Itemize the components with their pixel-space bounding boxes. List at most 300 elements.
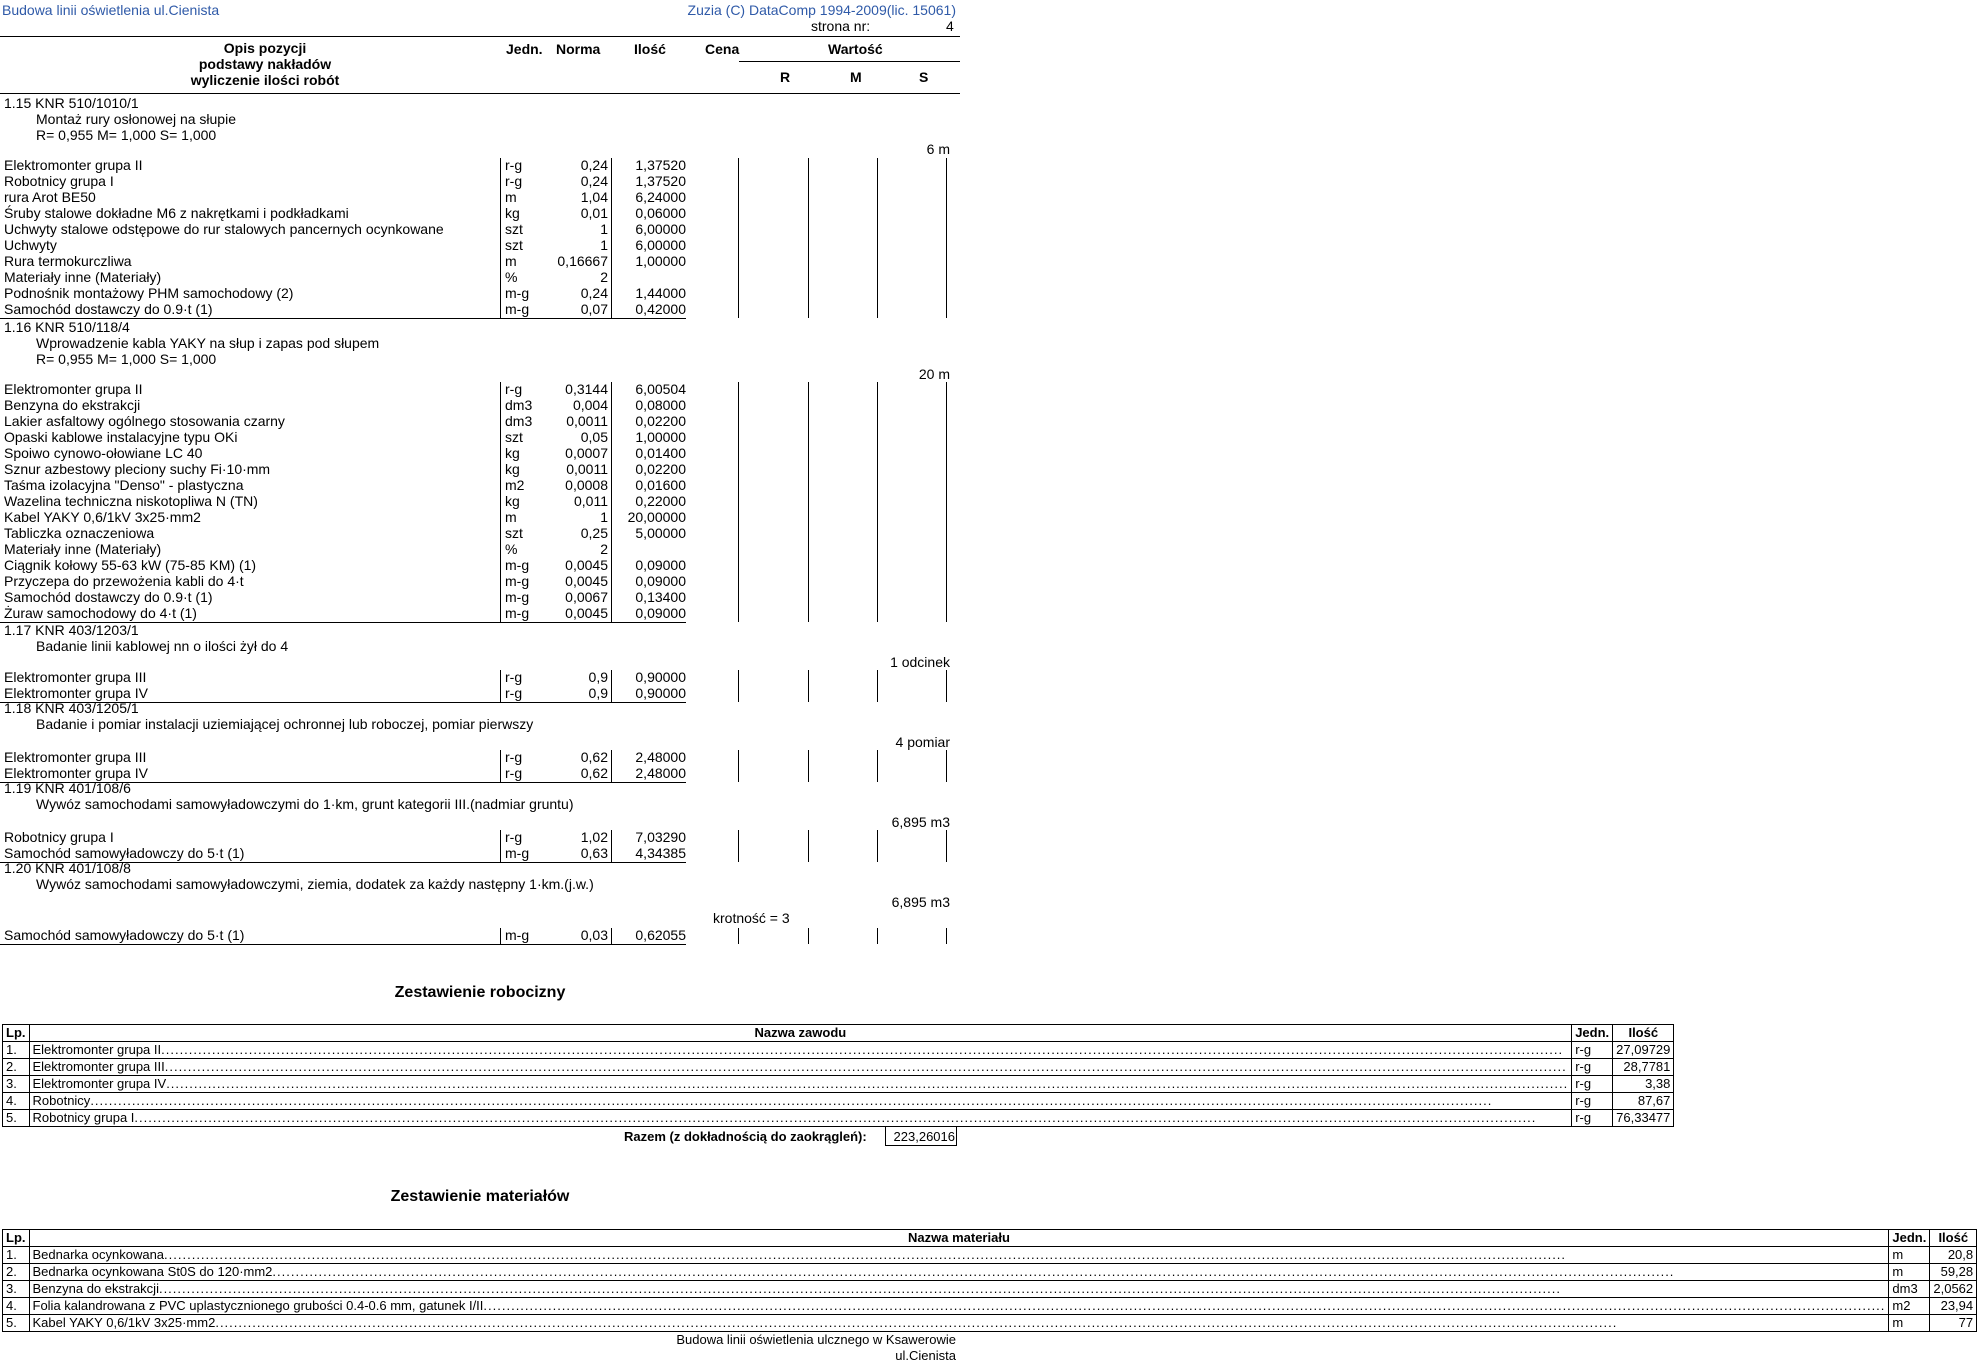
row-name: Tabliczka oznaczeniowa <box>4 525 155 541</box>
column-rule <box>611 750 612 766</box>
column-rule <box>946 510 947 526</box>
column-rule <box>611 254 612 270</box>
row-jedn: r-g <box>505 685 523 701</box>
row-jedn: m-g <box>505 573 530 589</box>
column-rule <box>877 478 878 494</box>
position-description: Montaż rury osłonowej na słupie <box>36 111 236 127</box>
column-rule <box>808 846 809 862</box>
column-rule <box>808 526 809 542</box>
column-rule <box>611 430 612 446</box>
column-rule <box>738 928 739 944</box>
materialy-row <box>3 1264 1977 1281</box>
robocizna-row <box>3 1110 1674 1127</box>
column-rule <box>877 558 878 574</box>
row-jedn: szt <box>505 221 523 237</box>
column-rule <box>877 414 878 430</box>
row-norma: 0,25 <box>580 525 608 541</box>
column-rule <box>738 542 739 558</box>
materialy-title: Zestawienie materiałów <box>390 1188 570 1205</box>
robocizna-jedn: r-g <box>1572 1042 1613 1059</box>
row-jedn: % <box>505 541 518 557</box>
column-rule <box>946 830 947 846</box>
row-name: Lakier asfaltowy ogólnego stosowania czarny <box>4 413 285 429</box>
column-rule <box>611 670 612 686</box>
column-rule <box>738 286 739 302</box>
row-norma: 1,04 <box>580 189 608 205</box>
column-rule <box>738 494 739 510</box>
column-rule <box>611 158 612 174</box>
row-norma: 0,24 <box>580 157 608 173</box>
column-rule <box>946 846 947 862</box>
row-jedn: r-g <box>505 749 523 765</box>
position-quantity: 1 odcinek <box>890 654 950 670</box>
column-rule <box>611 478 612 494</box>
row-norma: 0,0007 <box>565 445 608 461</box>
header-bottom-line <box>0 93 960 94</box>
col-r: R <box>780 69 791 85</box>
column-rule <box>808 158 809 174</box>
row-ilosc: 0,42000 <box>635 301 686 317</box>
row-jedn: kg <box>505 205 520 221</box>
row-norma: 0,3144 <box>565 381 608 397</box>
row-ilosc: 6,00000 <box>635 221 686 237</box>
header-right: Zuzia (C) DataComp 1994-2009(lic. 15061) <box>687 2 956 18</box>
column-rule <box>500 462 501 478</box>
column-rule <box>808 686 809 702</box>
col-s: S <box>919 69 929 85</box>
row-jedn: dm3 <box>505 413 533 429</box>
row-norma: 0,9 <box>588 669 608 685</box>
column-rule <box>946 542 947 558</box>
materialy-ilosc: 23,94 <box>1930 1298 1977 1315</box>
row-jedn: m <box>505 189 517 205</box>
column-rule <box>946 670 947 686</box>
column-rule <box>877 382 878 398</box>
column-rule <box>946 750 947 766</box>
robocizna-lp: 1. <box>3 1042 30 1059</box>
column-rule <box>611 190 612 206</box>
row-ilosc: 6,00000 <box>635 237 686 253</box>
row-norma: 0,62 <box>580 749 608 765</box>
column-rule <box>738 222 739 238</box>
row-jedn: m-g <box>505 589 530 605</box>
column-rule <box>877 750 878 766</box>
robocizna-name: Robotnicy ..... <box>29 1093 1572 1110</box>
row-ilosc: 1,00000 <box>635 253 686 269</box>
row-norma: 0,05 <box>580 429 608 445</box>
robocizna-table <box>2 1024 1674 1127</box>
column-rule <box>946 158 947 174</box>
column-rule <box>611 398 612 414</box>
materialy-ilosc: 77 <box>1930 1315 1977 1332</box>
column-rule <box>808 510 809 526</box>
row-norma: 0,004 <box>572 397 608 413</box>
col-m: M <box>850 69 862 85</box>
robocizna-head-name: Nazwa zawodu <box>29 1025 1572 1042</box>
column-rule <box>877 398 878 414</box>
column-rule <box>877 846 878 862</box>
column-rule <box>946 270 947 286</box>
robocizna-name: Elektromonter grupa II ..... <box>29 1042 1572 1059</box>
row-ilosc: 2,48000 <box>635 765 686 781</box>
row-name: Przyczepa do przewożenia kabli do 4·t <box>4 573 244 589</box>
column-rule <box>611 542 612 558</box>
row-name: rura Arot BE50 <box>4 189 96 205</box>
position-quantity: 20 m <box>918 366 950 382</box>
column-rule <box>808 398 809 414</box>
robocizna-ilosc: 76,33477 <box>1613 1110 1674 1127</box>
row-name: Materiały inne (Materiały) <box>4 269 162 285</box>
page-number: 4 <box>946 18 954 34</box>
column-rule <box>611 928 612 944</box>
column-rule <box>738 238 739 254</box>
column-rule <box>808 222 809 238</box>
row-ilosc: 1,44000 <box>635 285 686 301</box>
robocizna-name: Elektromonter grupa III ..... <box>29 1059 1572 1076</box>
materialy-name: Bednarka ocynkowana ..... <box>29 1247 1889 1264</box>
column-rule <box>877 302 878 318</box>
column-rule <box>946 206 947 222</box>
row-ilosc: 0,22000 <box>635 493 686 509</box>
row-name: Opaski kablowe instalacyjne typu OKi <box>4 429 238 445</box>
row-name: Śruby stalowe dokładne M6 z nakrętkami i podkładkami <box>4 205 349 221</box>
column-rule <box>611 446 612 462</box>
column-rule <box>877 526 878 542</box>
header-top-line <box>0 36 960 37</box>
column-rule <box>808 254 809 270</box>
row-jedn: kg <box>505 493 520 509</box>
column-rule <box>500 302 501 318</box>
row-jedn: m-g <box>505 605 530 621</box>
row-norma: 2 <box>600 541 608 557</box>
robocizna-row <box>3 1042 1674 1059</box>
row-ilosc: 0,02200 <box>635 461 686 477</box>
column-rule <box>738 254 739 270</box>
row-norma: 1 <box>600 237 608 253</box>
robocizna-jedn: r-g <box>1572 1110 1613 1127</box>
column-rule <box>611 238 612 254</box>
row-name: Żuraw samochodowy do 4·t (1) <box>4 605 197 621</box>
column-rule <box>611 222 612 238</box>
row-ilosc: 0,09000 <box>635 557 686 573</box>
robocizna-jedn: r-g <box>1572 1059 1613 1076</box>
materialy-ilosc: 20,8 <box>1930 1247 1977 1264</box>
position-description: Badanie linii kablowej nn o ilości żył do 4 <box>36 638 289 654</box>
column-rule <box>946 478 947 494</box>
column-rule <box>738 574 739 590</box>
row-ilosc: 0,09000 <box>635 573 686 589</box>
column-rule <box>877 606 878 622</box>
column-rule <box>808 590 809 606</box>
column-rule <box>500 190 501 206</box>
column-rule <box>808 286 809 302</box>
column-rule <box>738 526 739 542</box>
row-jedn: m-g <box>505 557 530 573</box>
col-opis-2: podstawy nakładów <box>198 56 332 72</box>
column-rule <box>738 750 739 766</box>
column-rule <box>946 494 947 510</box>
column-rule <box>808 766 809 782</box>
column-rule <box>877 270 878 286</box>
column-rule <box>738 398 739 414</box>
column-rule <box>611 606 612 622</box>
materialy-lp: 4. <box>3 1298 30 1315</box>
row-jedn: m-g <box>505 927 530 943</box>
materialy-jedn: m2 <box>1889 1298 1930 1315</box>
column-rule <box>611 686 612 702</box>
column-rule <box>500 414 501 430</box>
row-jedn: m <box>505 509 517 525</box>
robocizna-row <box>3 1059 1674 1076</box>
col-norma: Norma <box>556 41 601 57</box>
column-rule <box>500 590 501 606</box>
column-rule <box>611 510 612 526</box>
column-rule <box>738 174 739 190</box>
column-rule <box>808 830 809 846</box>
column-rule <box>611 174 612 190</box>
position-number: 1.15 KNR 510/1010/1 <box>4 95 139 111</box>
materialy-table <box>2 1229 1977 1332</box>
column-rule <box>500 574 501 590</box>
column-rule <box>738 302 739 318</box>
row-ilosc: 0,01600 <box>635 477 686 493</box>
materialy-lp: 5. <box>3 1315 30 1332</box>
row-ilosc: 0,90000 <box>635 685 686 701</box>
robocizna-ilosc: 87,67 <box>1613 1093 1674 1110</box>
robocizna-head-lp: Lp. <box>3 1025 30 1042</box>
column-rule <box>946 928 947 944</box>
row-ilosc: 0,02200 <box>635 413 686 429</box>
column-rule <box>877 928 878 944</box>
row-norma: 0,62 <box>580 765 608 781</box>
robocizna-row <box>3 1076 1674 1093</box>
column-rule <box>611 270 612 286</box>
column-rule <box>738 382 739 398</box>
row-jedn: m2 <box>505 477 525 493</box>
column-rule <box>611 462 612 478</box>
materialy-name: Bednarka ocynkowana St0S do 120·mm2 ..... <box>29 1264 1889 1281</box>
column-rule <box>808 494 809 510</box>
row-name: Benzyna do ekstrakcji <box>4 397 141 413</box>
materialy-name: Kabel YAKY 0,6/1kV 3x25·mm2 ..... <box>29 1315 1889 1332</box>
row-norma: 0,0045 <box>565 557 608 573</box>
column-rule <box>500 478 501 494</box>
column-rule <box>611 206 612 222</box>
column-rule <box>946 398 947 414</box>
column-rule <box>808 478 809 494</box>
position-krotnosc: krotność = 3 <box>713 910 790 926</box>
row-ilosc: 1,37520 <box>635 173 686 189</box>
row-ilosc: 1,00000 <box>635 429 686 445</box>
column-rule <box>738 590 739 606</box>
header-left: Budowa linii oświetlenia ul.Cienista <box>2 2 220 18</box>
row-jedn: % <box>505 269 518 285</box>
column-rule <box>500 558 501 574</box>
column-rule <box>946 382 947 398</box>
col-ilosc: Ilość <box>634 41 666 57</box>
robocizna-jedn: r-g <box>1572 1076 1613 1093</box>
column-rule <box>808 206 809 222</box>
column-rule <box>738 670 739 686</box>
column-rule <box>877 542 878 558</box>
column-rule <box>877 238 878 254</box>
row-norma: 0,9 <box>588 685 608 701</box>
row-norma: 2 <box>600 269 608 285</box>
column-rule <box>808 574 809 590</box>
robocizna-title: Zestawienie robocizny <box>394 984 566 1001</box>
row-ilosc: 0,90000 <box>635 669 686 685</box>
row-name: Samochód dostawczy do 0.9·t (1) <box>4 589 213 605</box>
row-name: Elektromonter grupa III <box>4 749 147 765</box>
column-rule <box>808 558 809 574</box>
column-rule <box>808 270 809 286</box>
robocizna-lp: 5. <box>3 1110 30 1127</box>
materialy-name: Benzyna do ekstrakcji ..... <box>29 1281 1889 1298</box>
row-name: Elektromonter grupa II <box>4 381 143 397</box>
row-jedn: kg <box>505 461 520 477</box>
row-norma: 0,011 <box>574 493 608 509</box>
robocizna-lp: 4. <box>3 1093 30 1110</box>
row-name: Taśma izolacyjna "Denso" - plastyczna <box>4 477 244 493</box>
column-rule <box>946 254 947 270</box>
column-rule <box>946 430 947 446</box>
column-rule <box>500 510 501 526</box>
column-rule <box>946 446 947 462</box>
column-rule <box>500 928 501 944</box>
row-name: Elektromonter grupa III <box>4 669 147 685</box>
column-rule <box>500 446 501 462</box>
row-name: Spoiwo cynowo-ołowiane LC 40 <box>4 445 203 461</box>
column-rule <box>738 446 739 462</box>
robocizna-head-jedn: Jedn. <box>1572 1025 1613 1042</box>
row-norma: 1 <box>600 509 608 525</box>
position-quantity: 6,895 m3 <box>891 814 950 830</box>
column-rule <box>877 206 878 222</box>
row-ilosc: 2,48000 <box>635 749 686 765</box>
row-name: Wazelina techniczna niskotopliwa N (TN) <box>4 493 258 509</box>
column-rule <box>877 158 878 174</box>
column-rule <box>500 238 501 254</box>
row-norma: 0,0067 <box>565 589 608 605</box>
row-ilosc: 4,34385 <box>635 845 686 861</box>
column-rule <box>500 206 501 222</box>
row-jedn: r-g <box>505 157 523 173</box>
row-norma: 0,0045 <box>565 573 608 589</box>
robocizna-ilosc: 27,09729 <box>1613 1042 1674 1059</box>
row-name: Sznur azbestowy pleciony suchy Fi·10·mm <box>4 461 271 477</box>
row-ilosc: 7,03290 <box>635 829 686 845</box>
position-quantity: 4 pomiar <box>895 734 950 750</box>
row-jedn: m-g <box>505 285 530 301</box>
row-name: Kabel YAKY 0,6/1kV 3x25·mm2 <box>4 509 201 525</box>
materialy-row <box>3 1281 1977 1298</box>
row-norma: 0,0008 <box>565 477 608 493</box>
column-rule <box>808 382 809 398</box>
row-name: Elektromonter grupa IV <box>4 685 148 701</box>
row-norma: 0,01 <box>580 205 608 221</box>
total-box-right <box>956 1127 957 1145</box>
robocizna-total-value: 223,26016 <box>893 1129 955 1144</box>
column-rule <box>808 462 809 478</box>
row-norma: 0,0045 <box>565 605 608 621</box>
column-rule <box>946 238 947 254</box>
row-name: Uchwyty <box>4 237 57 253</box>
row-name: Robotnicy grupa I <box>4 173 114 189</box>
robocizna-ilosc: 3,38 <box>1613 1076 1674 1093</box>
column-rule <box>946 590 947 606</box>
column-rule <box>738 430 739 446</box>
column-rule <box>946 222 947 238</box>
column-rule <box>500 542 501 558</box>
total-box-left <box>885 1127 886 1145</box>
column-rule <box>611 302 612 318</box>
materialy-jedn: m <box>1889 1247 1930 1264</box>
row-name: Elektromonter grupa IV <box>4 765 148 781</box>
row-bottom-rule <box>0 944 686 945</box>
materialy-head-name: Nazwa materiału <box>29 1230 1889 1247</box>
row-norma: 0,0011 <box>566 413 608 429</box>
column-rule <box>946 766 947 782</box>
column-rule <box>808 542 809 558</box>
row-jedn: r-g <box>505 829 523 845</box>
row-jedn: szt <box>505 525 523 541</box>
column-rule <box>808 670 809 686</box>
row-norma: 1,02 <box>580 829 608 845</box>
row-name: Robotnicy grupa I <box>4 829 114 845</box>
page-number-label: strona nr: <box>811 18 871 34</box>
row-jedn: r-g <box>505 173 523 189</box>
column-rule <box>500 670 501 686</box>
row-norma: 0,16667 <box>557 253 608 269</box>
row-name: Rura termokurczliwa <box>4 253 132 269</box>
column-rule <box>946 190 947 206</box>
row-norma: 0,24 <box>580 285 608 301</box>
column-rule <box>738 558 739 574</box>
materialy-head-lp: Lp. <box>3 1230 30 1247</box>
row-jedn: r-g <box>505 669 523 685</box>
column-rule <box>877 190 878 206</box>
column-rule <box>808 238 809 254</box>
wartosc-divider <box>739 61 960 62</box>
column-rule <box>946 174 947 190</box>
row-norma: 0,63 <box>580 845 608 861</box>
column-rule <box>738 158 739 174</box>
column-rule <box>877 670 878 686</box>
materialy-head-jedn: Jedn. <box>1889 1230 1930 1247</box>
materialy-head-ilosc: Ilość <box>1930 1230 1977 1247</box>
robocizna-total-label: Razem (z dokładnością do zaokrągleń): <box>624 1129 867 1144</box>
row-jedn: m-g <box>505 301 530 317</box>
row-ilosc: 0,62055 <box>635 927 686 943</box>
row-norma: 1 <box>600 221 608 237</box>
column-rule <box>738 766 739 782</box>
column-rule <box>808 430 809 446</box>
row-ilosc: 0,09000 <box>635 605 686 621</box>
column-rule <box>946 526 947 542</box>
row-name: Samochód dostawczy do 0.9·t (1) <box>4 301 213 317</box>
row-ilosc: 1,37520 <box>635 157 686 173</box>
column-rule <box>808 190 809 206</box>
column-rule <box>946 302 947 318</box>
robocizna-head-ilosc: Ilość <box>1613 1025 1674 1042</box>
position-number: 1.16 KNR 510/118/4 <box>4 319 130 335</box>
materialy-jedn: m <box>1889 1315 1930 1332</box>
row-name: Materiały inne (Materiały) <box>4 541 162 557</box>
robocizna-lp: 3. <box>3 1076 30 1093</box>
position-description: Wprowadzenie kabla YAKY na słup i zapas pod słupem <box>36 335 380 351</box>
column-rule <box>877 174 878 190</box>
column-rule <box>946 574 947 590</box>
